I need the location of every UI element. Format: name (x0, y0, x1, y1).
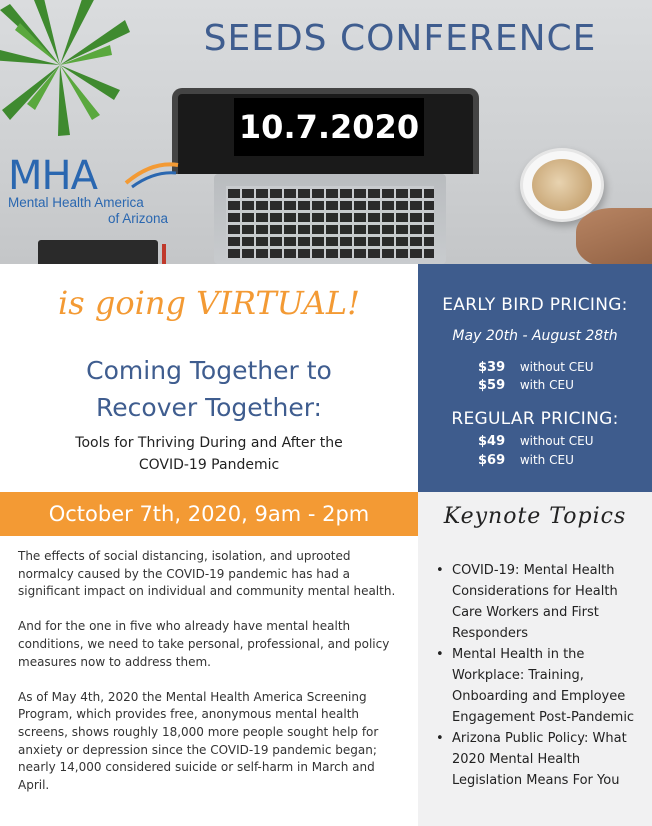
keyboard-keys (226, 186, 434, 260)
mha-logo (8, 155, 183, 230)
conference-date: 10.7.2020 (234, 98, 424, 156)
hand-image (576, 208, 652, 264)
price-label: with CEU (519, 453, 574, 467)
subheading-line-1: Tools for Thriving During and After the (75, 435, 343, 451)
pricing-panel (418, 264, 652, 492)
regular-price-row (478, 453, 574, 468)
keynote-topic: • Mental Health in the Workplace: Training, Onboarding and Employee Engagement Post-Pandemic (436, 644, 648, 728)
main-heading (0, 352, 418, 426)
keynote-title: Keynote Topics (443, 504, 627, 529)
early-bird-title: EARLY BIRD PRICING: (442, 295, 628, 315)
logo-swoosh-icon (124, 159, 180, 189)
logo-org-name: Mental Health America (8, 195, 144, 210)
plant-image (0, 0, 130, 140)
price-amount: $49 (478, 434, 506, 449)
event-date-bar: October 7th, 2020, 9am - 2pm (0, 492, 418, 536)
conference-title: SEEDS CONFERENCE (203, 18, 597, 59)
price-label: with CEU (519, 378, 574, 392)
price-amount: $59 (478, 378, 506, 393)
body-paragraph-3: As of May 4th, 2020 the Mental Health America Screening Program, which provides free, anonymous mental health screens, shows roughly 18,000 more people sought help for anxiety or depression since the COVID-19 pandemic began; nearly 14,000 considered suicide or self-harm in March and April. (18, 689, 379, 792)
keynote-topic: • Arizona Public Policy: What 2020 Mental Health Legislation Means For You (436, 728, 648, 791)
price-label: without CEU (519, 360, 594, 374)
price-amount: $39 (478, 360, 506, 375)
going-virtual-banner: is going VIRTUAL! (58, 284, 360, 322)
main-heading-line-2: Recover Together: (96, 393, 322, 422)
early-bird-price-row (478, 378, 574, 393)
keynote-panel (418, 492, 652, 826)
early-bird-price-row (478, 360, 594, 375)
logo-mark: MHA (8, 153, 97, 199)
pen-image (162, 244, 166, 264)
coffee-foam (532, 159, 592, 211)
keynote-topic-list (436, 560, 648, 791)
main-heading-line-1: Coming Together to (86, 356, 332, 385)
hero-banner (0, 0, 652, 264)
logo-org-state: of Arizona (108, 211, 169, 226)
price-amount: $69 (478, 453, 506, 468)
notebook-image (38, 240, 158, 264)
body-text (18, 548, 400, 812)
price-label: without CEU (519, 434, 594, 448)
subheading-line-2: COVID-19 Pandemic (138, 457, 280, 473)
body-paragraph-2: And for the one in five who already have mental health conditions, we need to take personal, professional, and policy measures now to address them. (18, 619, 390, 669)
keynote-topic: • COVID-19: Mental Health Considerations for Health Care Workers and First Responders (436, 560, 648, 644)
regular-pricing-title: REGULAR PRICING: (451, 409, 619, 429)
early-bird-dates: May 20th - August 28th (452, 328, 618, 344)
subheading (0, 432, 418, 476)
body-paragraph-1: The effects of social distancing, isolation, and uprooted normalcy caused by the COVID-19 pandemic has had a significant impact on individual and community mental health. (18, 549, 396, 599)
regular-price-row (478, 434, 594, 449)
